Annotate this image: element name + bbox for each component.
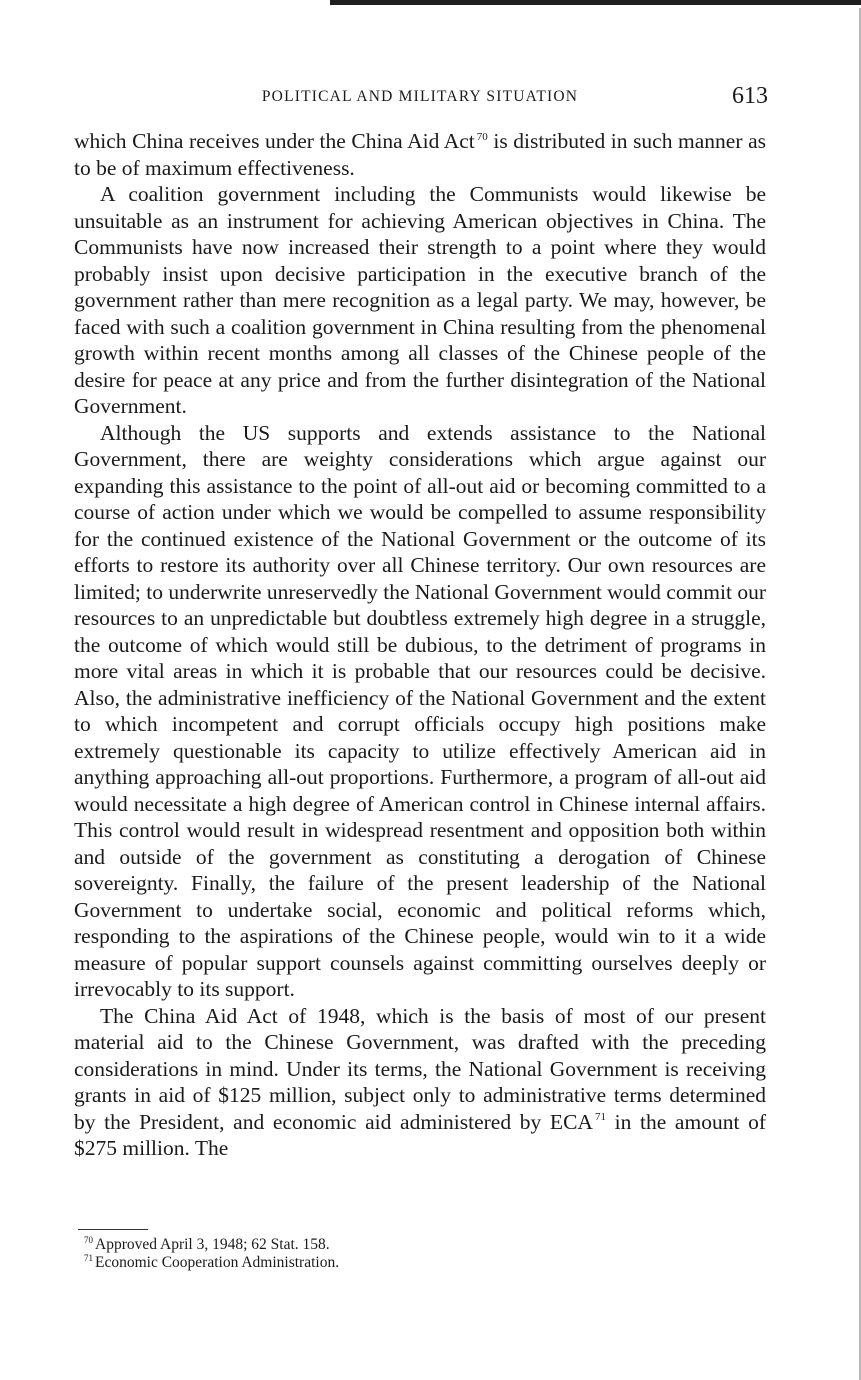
footnote-ref-70: 70 (476, 130, 488, 143)
footnotes (84, 1236, 764, 1272)
paragraph-1 (74, 128, 766, 181)
footnote-marker-71: 71 (84, 1252, 93, 1263)
page-number: 613 (732, 83, 768, 109)
running-head (72, 83, 768, 116)
footnote-70 (84, 1236, 764, 1254)
footnote-marker-70: 70 (84, 1234, 93, 1245)
paragraph-1-text-b: is distributed in such manner as to be of maximum effectiveness. (74, 129, 766, 180)
paragraph-4-text-a: The China Aid Act of 1948, which is the basis of most of our present material aid to the Chinese Government, was drafted with the preceding considerations in mind. Under its terms, the National Government is receiving grants in aid of $125 million, subject only to administrative terms determined by the President, and economic aid administered by ECA (74, 1003, 766, 1134)
top-edge-rule (330, 0, 861, 5)
running-title: POLITICAL AND MILITARY SITUATION (261, 88, 579, 105)
footnote-71 (84, 1254, 764, 1272)
paragraph-1-text-a: which China receives under the China Aid Act (74, 129, 475, 153)
body-text (74, 128, 766, 1162)
paragraph-4 (74, 1003, 766, 1162)
footnote-ref-71: 71 (594, 1111, 606, 1124)
paragraph-3: Although the US supports and extends assistance to the National Government, there are weighty considerations which argue against our expanding this assistance to the point of all-out aid or becoming committed to a course of action under which we would be compelled to assume responsibility for the continued existence of the National Government or the outcome of its efforts to restore its authority over all Chinese territory. Our own resources are limited; to underwrite unreservedly the National Government would commit our resources to an unpredictable but doubtless extremely high degree in a struggle, the outcome of which would still be dubious, to the detriment of programs in more vital areas in which it is probable that our resources could be decisive. Also, the administrative inefficiency of the National Government and the extent to which incompetent and corrupt officials occupy high positions make extremely questionable its capacity to utilize effectively American aid in anything approaching all-out proportions. Furthermore, a program of all-out aid would necessitate a high degree of American control in Chinese internal affairs. This control would result in widespread resentment and opposition both within and outside of the government as constituting a derogation of Chinese sovereignty. Finally, the failure of the present leadership of the National Government to undertake social, economic and political reforms which, responding to the aspirations of the Chinese people, would win to it a wide measure of popular support counsels against committing ourselves deeply or irrevocably to its support. (74, 420, 767, 1001)
paragraph-2: A coalition government including the Communists would likewise be unsuitable as an instrument for achieving American objectives in China. The Communists have now increased their strength to a point where they would probably insist upon decisive participation in the executive branch of the government rather than mere recognition as a legal party. We may, however, be faced with such a coalition government in China resulting from the phenomenal growth within recent months among all classes of the Chinese people of the desire for peace at any price and from the further disintegration of the National Government. (74, 182, 766, 418)
paragraph-4-text-b: in the amount of $275 million. The (74, 1109, 766, 1160)
footnote-text-70: Approved April 3, 1948; 62 Stat. 158. (95, 1236, 330, 1253)
footnote-text-71: Economic Cooperation Administration. (95, 1254, 340, 1271)
footnote-divider (78, 1229, 148, 1230)
